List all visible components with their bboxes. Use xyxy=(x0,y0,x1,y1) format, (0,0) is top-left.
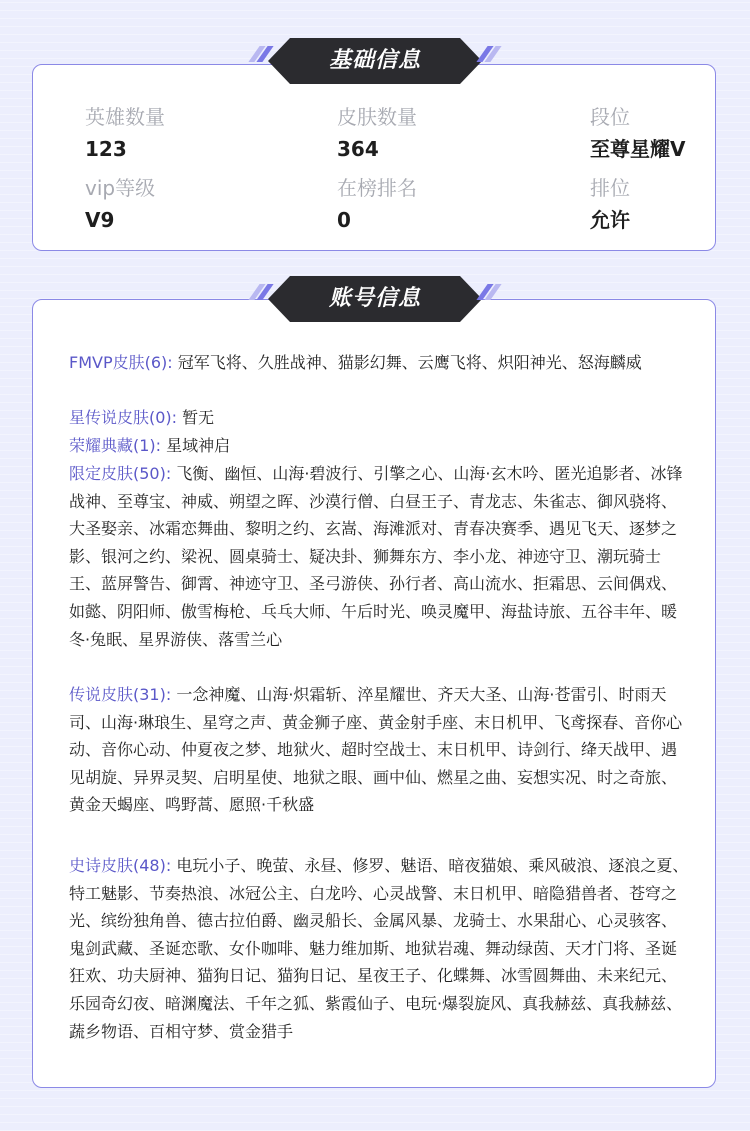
glory-collection-list: 星域神启 xyxy=(166,436,231,455)
limited-skins-key: 限定皮肤(50): xyxy=(69,464,172,483)
leaderboard-rank-field xyxy=(337,176,417,232)
vip-level-field xyxy=(85,176,155,232)
glory-collection-section xyxy=(69,432,689,460)
rank-tier-label: 段位 xyxy=(590,105,630,129)
hero-count-value: 123 xyxy=(85,137,127,161)
legend-skins-key: 传说皮肤(31): xyxy=(69,685,172,704)
vip-level-label: vip等级 xyxy=(85,176,156,200)
hero-count-field xyxy=(85,105,165,161)
epic-skins-key: 史诗皮肤(48): xyxy=(69,856,172,875)
star-legend-skins-list: 暂无 xyxy=(182,408,215,427)
basic-info-banner xyxy=(248,38,502,84)
fmvp-skins-key: FMVP皮肤(6): xyxy=(69,353,173,372)
star-legend-skins-key: 星传说皮肤(0): xyxy=(69,408,178,427)
rank-tier-value: 至尊星耀V xyxy=(590,137,686,161)
legend-skins-list: 一念神魔、山海·炽霜斩、淬星耀世、齐天大圣、山海·苍雷引、时雨天司、山海·琳琅生、星穹之声、黄金狮子座、黄金射手座、末日机甲、飞鸢探春、音你心动、音你心动、仲夏夜之梦、地狱火、超时空战士、末日机甲、诗剑行、绛天战甲、遇见胡旋、异界灵契、启明星使、地狱之眼、画中仙、燃星之曲、妄想实况、时之奇旅、黄金天蝎座、鸣野蒿、愿照·千秋盛 xyxy=(69,685,683,815)
rank-tier-field xyxy=(590,105,685,161)
ranked-allowed-value: 允许 xyxy=(590,208,630,232)
epic-skins-section xyxy=(69,852,689,1045)
leaderboard-rank-value: 0 xyxy=(337,208,351,232)
legend-skins-section xyxy=(69,681,689,819)
skin-count-value: 364 xyxy=(337,137,379,161)
ranked-allowed-label: 排位 xyxy=(590,176,630,200)
epic-skins-list: 电玩小子、晚萤、永昼、修罗、魅语、暗夜猫娘、乘风破浪、逐浪之夏、特工魅影、节奏热浪、冰冠公主、白龙吟、心灵战警、末日机甲、暗隐猎兽者、苍穹之光、缤纷独角兽、德古拉伯爵、幽灵船长、金属风暴、龙骑士、水果甜心、心灵骇客、鬼剑武藏、圣诞恋歌、女仆咖啡、魅力维加斯、地狱岩魂、舞动绿茵、天才门将、圣诞狂欢、功夫厨神、猫狗日记、猫狗日记、星夜王子、化蝶舞、冰雪圆舞曲、未来纪元、乐园奇幻夜、暗渊魔法、千年之狐、紫霞仙子、电玩·爆裂旋风、真我赫兹、真我赫兹、蔬乡物语、百相守梦、赏金猎手 xyxy=(69,856,689,1041)
glory-collection-key: 荣耀典藏(1): xyxy=(69,436,162,455)
hero-count-label: 英雄数量 xyxy=(85,105,165,129)
account-info-title: 账号信息 xyxy=(328,286,421,311)
star-legend-skins-section xyxy=(69,404,689,432)
ranked-allowed-field xyxy=(590,176,630,232)
fmvp-skins-section xyxy=(69,349,689,377)
basic-info-title: 基础信息 xyxy=(328,48,421,73)
basic-info-card xyxy=(32,64,716,251)
skin-count-label: 皮肤数量 xyxy=(337,105,417,129)
account-info-card xyxy=(32,299,716,1088)
leaderboard-rank-label: 在榜排名 xyxy=(337,176,417,200)
skin-count-field xyxy=(337,105,417,161)
vip-level-value: V9 xyxy=(85,208,115,232)
limited-skins-section xyxy=(69,460,689,653)
fmvp-skins-list: 冠军飞将、久胜战神、猫影幻舞、云鹰飞将、炽阳神光、怒海麟威 xyxy=(177,353,642,372)
limited-skins-list: 飞衡、幽恒、山海·碧波行、引擎之心、山海·玄木吟、匿光追影者、冰锋战神、至尊宝、神威、朔望之晖、沙漠行僧、白昼王子、青龙志、朱雀志、御风骁将、大圣娶亲、冰霜恋舞曲、黎明之约、玄嵩、海滩派对、青春决赛季、遇见飞天、逐梦之影、银河之约、梁祝、圆桌骑士、疑决卦、狮舞东方、李小龙、神迹守卫、潮玩骑士王、蓝屏警告、御霄、神迹守卫、圣弓游侠、孙行者、高山流水、拒霜思、云间偶戏、如懿、阴阳师、傲雪梅枪、乓乓大师、午后时光、唤灵魔甲、海盐诗旅、五谷丰年、暖冬·兔眠、星界游侠、落雪兰心 xyxy=(69,464,683,649)
account-info-banner xyxy=(248,276,502,322)
